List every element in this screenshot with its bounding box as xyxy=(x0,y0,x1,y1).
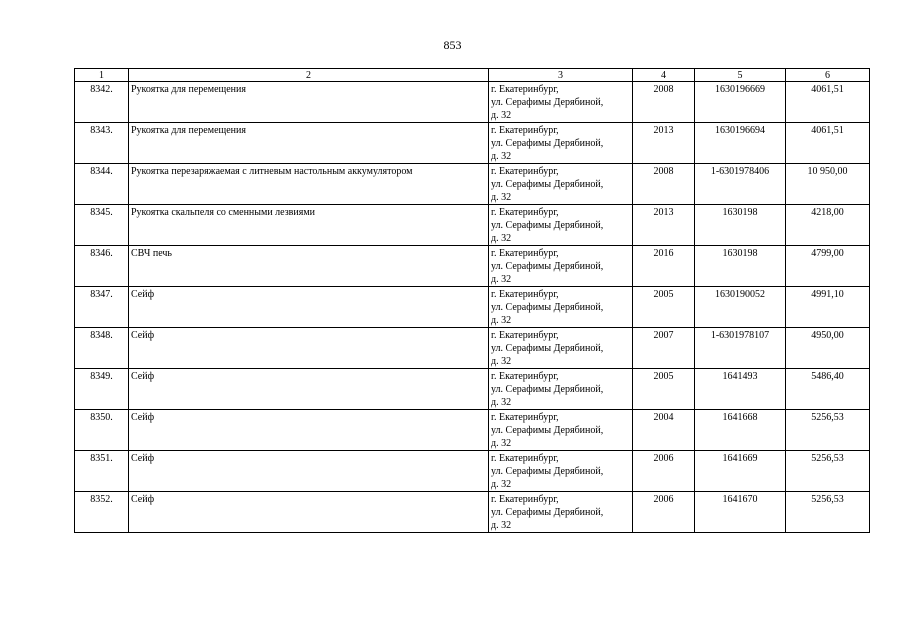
address-cell xyxy=(489,82,633,123)
year-cell: 2005 xyxy=(633,369,695,410)
table-row xyxy=(75,123,870,164)
address-line: д. 32 xyxy=(491,233,512,244)
address-line: ул. Серафимы Дерябиной, xyxy=(491,97,604,108)
table-header xyxy=(75,69,870,82)
address-cell xyxy=(489,123,633,164)
inventory-number-cell: 1641670 xyxy=(695,492,786,533)
address-line: ул. Серафимы Дерябиной, xyxy=(491,507,604,518)
address-line: д. 32 xyxy=(491,110,512,121)
item-name-cell: Сейф xyxy=(129,451,489,492)
cost-cell: 5256,53 xyxy=(786,451,870,492)
address-line: д. 32 xyxy=(491,315,512,326)
address-cell xyxy=(489,410,633,451)
address-cell xyxy=(489,492,633,533)
inventory-number-cell: 1-6301978406 xyxy=(695,164,786,205)
item-name-cell: Сейф xyxy=(129,328,489,369)
item-name-cell: Сейф xyxy=(129,287,489,328)
table-row xyxy=(75,82,870,123)
page-number: 853 xyxy=(443,38,462,52)
row-number-cell: 8346. xyxy=(75,246,129,287)
inventory-number-cell: 1630198 xyxy=(695,246,786,287)
year-cell: 2007 xyxy=(633,328,695,369)
address-line: д. 32 xyxy=(491,151,512,162)
item-name-cell: Рукоятка для перемещения xyxy=(129,123,489,164)
address-cell xyxy=(489,451,633,492)
column-header: 1 xyxy=(75,69,129,82)
year-cell: 2008 xyxy=(633,164,695,205)
cost-cell: 5256,53 xyxy=(786,410,870,451)
address-cell xyxy=(489,205,633,246)
inventory-number-cell: 1630198 xyxy=(695,205,786,246)
row-number-cell: 8342. xyxy=(75,82,129,123)
address-cell xyxy=(489,246,633,287)
year-cell: 2004 xyxy=(633,410,695,451)
cost-cell: 4950,00 xyxy=(786,328,870,369)
item-name-cell: Сейф xyxy=(129,492,489,533)
item-name-cell: СВЧ печь xyxy=(129,246,489,287)
year-cell: 2006 xyxy=(633,492,695,533)
column-header: 3 xyxy=(489,69,633,82)
address-line: г. Екатеринбург, xyxy=(491,371,559,382)
row-number-cell: 8345. xyxy=(75,205,129,246)
table-row xyxy=(75,164,870,205)
inventory-number-cell: 1641669 xyxy=(695,451,786,492)
address-line: ул. Серафимы Дерябиной, xyxy=(491,261,604,272)
cost-cell: 4218,00 xyxy=(786,205,870,246)
address-line: г. Екатеринбург, xyxy=(491,330,559,341)
address-line: д. 32 xyxy=(491,397,512,408)
cost-cell: 4799,00 xyxy=(786,246,870,287)
address-line: г. Екатеринбург, xyxy=(491,166,559,177)
cost-cell: 5486,40 xyxy=(786,369,870,410)
address-line: г. Екатеринбург, xyxy=(491,412,559,423)
header-row xyxy=(75,69,870,82)
table-row xyxy=(75,451,870,492)
column-header: 4 xyxy=(633,69,695,82)
address-line: д. 32 xyxy=(491,438,512,449)
table-row xyxy=(75,328,870,369)
inventory-number-cell: 1-6301978107 xyxy=(695,328,786,369)
address-cell xyxy=(489,328,633,369)
address-line: г. Екатеринбург, xyxy=(491,125,559,136)
cost-cell: 4061,51 xyxy=(786,82,870,123)
address-line: ул. Серафимы Дерябиной, xyxy=(491,302,604,313)
address-line: г. Екатеринбург, xyxy=(491,494,559,505)
address-line: ул. Серафимы Дерябиной, xyxy=(491,179,604,190)
address-line: ул. Серафимы Дерябиной, xyxy=(491,343,604,354)
address-line: д. 32 xyxy=(491,192,512,203)
table-row xyxy=(75,287,870,328)
year-cell: 2016 xyxy=(633,246,695,287)
inventory-number-cell: 1630196669 xyxy=(695,82,786,123)
address-line: д. 32 xyxy=(491,479,512,490)
column-header: 6 xyxy=(786,69,870,82)
item-name-cell: Рукоятка перезаряжаемая с литневым настольным аккумулятором xyxy=(129,164,489,205)
row-number-cell: 8343. xyxy=(75,123,129,164)
address-line: д. 32 xyxy=(491,356,512,367)
year-cell: 2005 xyxy=(633,287,695,328)
address-line: ул. Серафимы Дерябиной, xyxy=(491,138,604,149)
row-number-cell: 8350. xyxy=(75,410,129,451)
table-body xyxy=(75,82,870,533)
inventory-number-cell: 1630196694 xyxy=(695,123,786,164)
address-cell xyxy=(489,287,633,328)
item-name-cell: Рукоятка для перемещения xyxy=(129,82,489,123)
inventory-number-cell: 1641668 xyxy=(695,410,786,451)
row-number-cell: 8349. xyxy=(75,369,129,410)
item-name-cell: Сейф xyxy=(129,369,489,410)
column-header: 2 xyxy=(129,69,489,82)
address-cell xyxy=(489,369,633,410)
address-line: ул. Серафимы Дерябиной, xyxy=(491,384,604,395)
inventory-number-cell: 1641493 xyxy=(695,369,786,410)
year-cell: 2008 xyxy=(633,82,695,123)
address-cell xyxy=(489,164,633,205)
address-line: д. 32 xyxy=(491,520,512,531)
address-line: ул. Серафимы Дерябиной, xyxy=(491,425,604,436)
address-line: г. Екатеринбург, xyxy=(491,207,559,218)
item-name-cell: Рукоятка скальпеля со сменными лезвиями xyxy=(129,205,489,246)
table-row xyxy=(75,492,870,533)
address-line: д. 32 xyxy=(491,274,512,285)
address-line: г. Екатеринбург, xyxy=(491,248,559,259)
year-cell: 2013 xyxy=(633,123,695,164)
cost-cell: 10 950,00 xyxy=(786,164,870,205)
table-row xyxy=(75,369,870,410)
table-row xyxy=(75,205,870,246)
row-number-cell: 8352. xyxy=(75,492,129,533)
cost-cell: 4061,51 xyxy=(786,123,870,164)
year-cell: 2006 xyxy=(633,451,695,492)
cost-cell: 4991,10 xyxy=(786,287,870,328)
cost-cell: 5256,53 xyxy=(786,492,870,533)
table-row xyxy=(75,246,870,287)
column-header: 5 xyxy=(695,69,786,82)
row-number-cell: 8344. xyxy=(75,164,129,205)
row-number-cell: 8351. xyxy=(75,451,129,492)
address-line: г. Екатеринбург, xyxy=(491,289,559,300)
table-row xyxy=(75,410,870,451)
inventory-number-cell: 1630190052 xyxy=(695,287,786,328)
address-line: г. Екатеринбург, xyxy=(491,453,559,464)
inventory-table xyxy=(74,68,870,533)
year-cell: 2013 xyxy=(633,205,695,246)
row-number-cell: 8348. xyxy=(75,328,129,369)
item-name-cell: Сейф xyxy=(129,410,489,451)
address-line: г. Екатеринбург, xyxy=(491,84,559,95)
address-line: ул. Серафимы Дерябиной, xyxy=(491,220,604,231)
address-line: ул. Серафимы Дерябиной, xyxy=(491,466,604,477)
row-number-cell: 8347. xyxy=(75,287,129,328)
